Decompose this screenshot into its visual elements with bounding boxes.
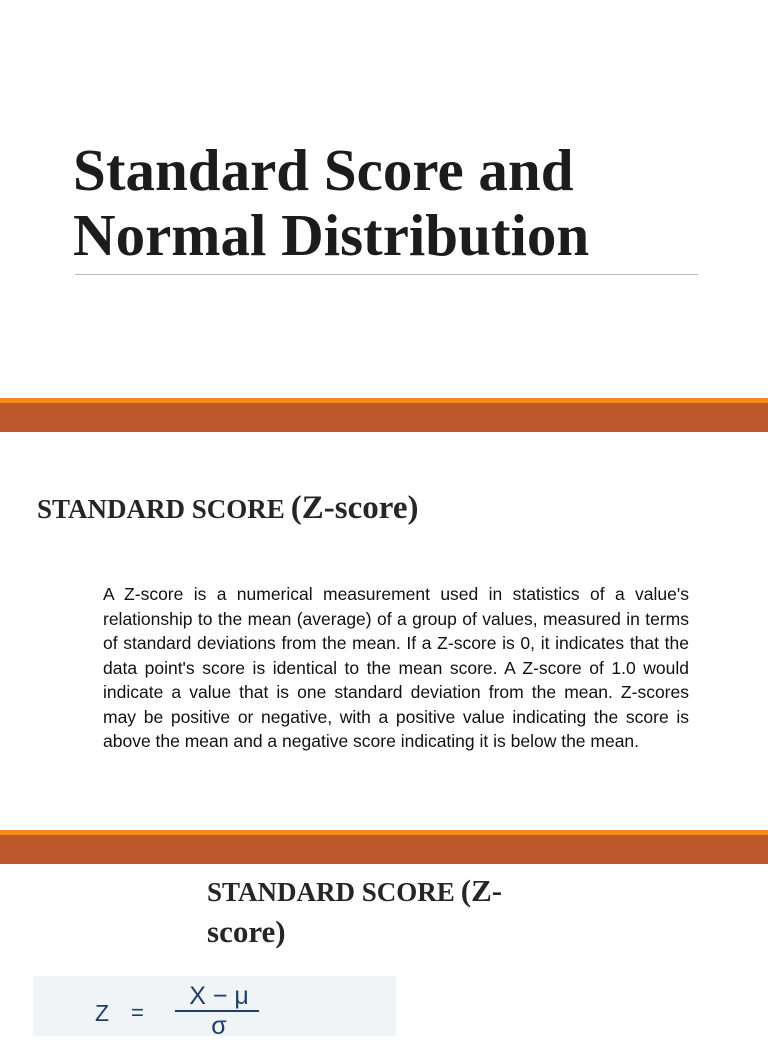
- heading-caps: STANDARD SCORE: [37, 494, 285, 524]
- slide-separator-band: [0, 830, 768, 864]
- slide-title-heading: [73, 138, 713, 268]
- slide-separator-band: [0, 398, 768, 432]
- title-underline: [75, 274, 698, 275]
- formula-numerator: X − μ: [189, 982, 249, 1010]
- formula-lhs: Z: [95, 1000, 110, 1026]
- heading-paren: (Z-score): [290, 490, 419, 526]
- formula-equals: =: [131, 1000, 144, 1025]
- title-line-2: Normal Distribution: [73, 202, 590, 268]
- slide-3-heading: [207, 872, 567, 954]
- slide-2-heading: [37, 490, 418, 527]
- slide-zscore-definition: [0, 432, 768, 830]
- formula-denominator: σ: [211, 1012, 227, 1040]
- title-line-1: Standard Score and: [73, 137, 574, 203]
- zscore-definition-text: A Z-score is a numerical measurement used in statistics of a value's relationship to the mean (average) of a group of values, measured in terms of standard deviations from the mean. If a Z-score is 0, it indicates that the data point's score is identical to the mean score. A Z-score of 1.0 would indicate a value that is one standard deviation from the mean. Z-scores may be positive or negative, with a positive value indicating the score is above the mean and a negative score indicating it is below the mean.: [103, 584, 689, 751]
- slide-zscore-formula: [0, 864, 768, 1040]
- zscore-formula: [33, 976, 396, 1040]
- heading-paren: (Z-score): [207, 873, 503, 949]
- band-highlight: [0, 398, 768, 403]
- slide-title: [0, 0, 768, 398]
- heading-caps: STANDARD SCORE: [207, 877, 455, 907]
- band-highlight: [0, 830, 768, 835]
